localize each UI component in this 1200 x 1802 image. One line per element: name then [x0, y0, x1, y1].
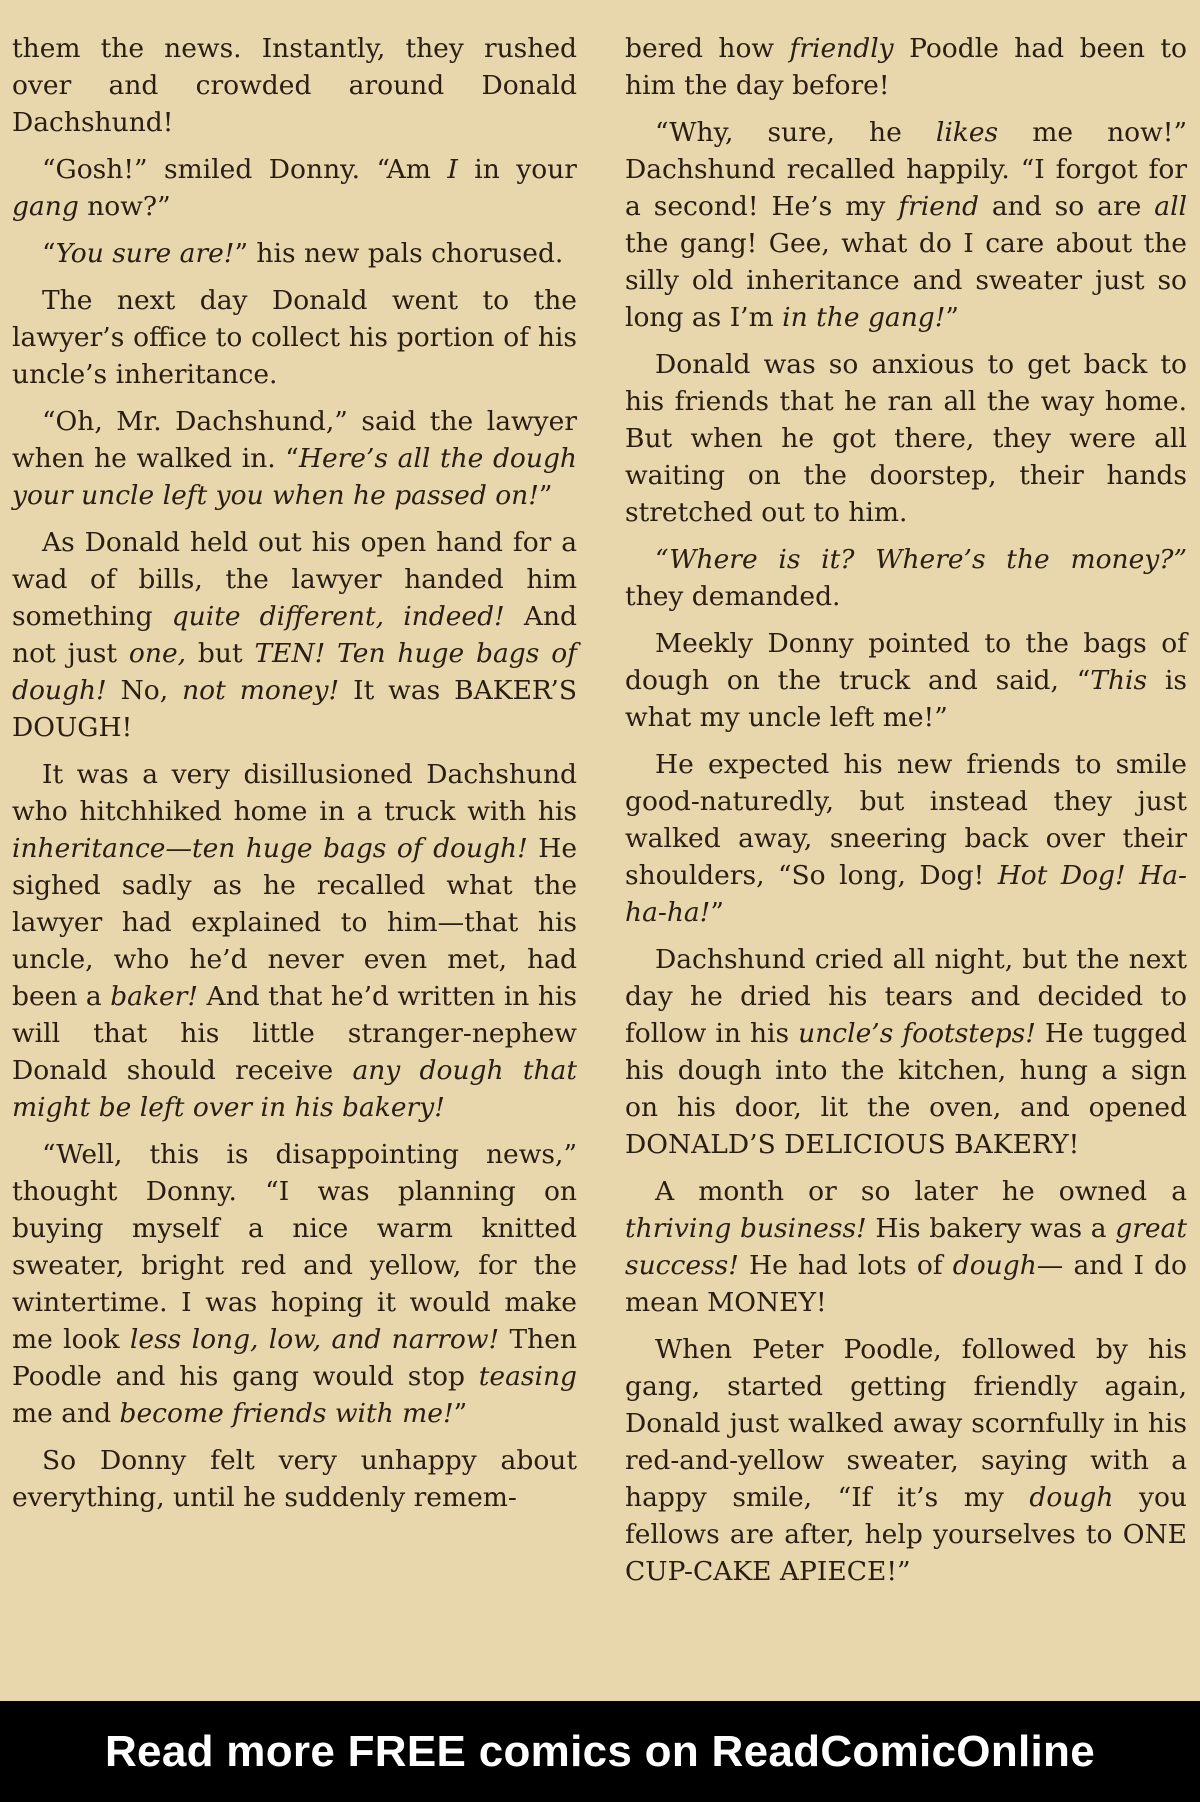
emphasis-text: This: [1090, 665, 1148, 696]
footer-banner[interactable]: [0, 1701, 1200, 1802]
emphasis-text: quite different, indeed!: [171, 601, 505, 632]
paragraph: “Oh, Mr. Dachshund,” said the lawyer when he walked in. “Here’s all the dough your uncle left you when he passed on!”: [12, 406, 577, 511]
paragraph: So Donny felt very unhappy about everything, until he suddenly remem-: [12, 1445, 577, 1513]
emphasis-text: great success!: [625, 1213, 1187, 1281]
emphasis-text: dough: [952, 1250, 1037, 1281]
paragraph: He expected his new friends to smile good-naturedly, but instead they just walked away, sneering back over their shoulders, “So long, Dog! Hot Dog! Ha-ha-ha!”: [625, 749, 1187, 928]
paragraph: bered how friendly Poodle had been to him the day before!: [625, 33, 1187, 101]
emphasis-text: baker!: [110, 981, 199, 1012]
paragraph: “Gosh!” smiled Donny. “Am I in your gang now?”: [12, 154, 577, 222]
paragraph: “Where is it? Where’s the money?” they demanded.: [625, 544, 1187, 612]
emphasis-text: I: [447, 154, 458, 185]
footer-banner-text[interactable]: Read more FREE comics on ReadComicOnline: [104, 1726, 1095, 1776]
emphasis-text: TEN! Ten huge bags of dough!: [12, 638, 577, 706]
emphasis-text: “Where is it? Where’s the money?”: [655, 544, 1187, 575]
emphasis-text: all: [1154, 191, 1188, 222]
emphasis-text: gang: [12, 191, 79, 222]
paragraph: “You sure are!” his new pals chorused.: [42, 238, 564, 269]
emphasis-text: dough: [1029, 1482, 1114, 1513]
paragraph: Meekly Donny pointed to the bags of dough on the truck and said, “This is what my uncle left me!”: [625, 628, 1188, 733]
emphasis-text: become friends with me!: [119, 1398, 454, 1429]
emphasis-text: one,: [128, 638, 187, 669]
right-text-column: [625, 30, 1187, 1600]
emphasis-text: friendly: [789, 33, 894, 64]
paragraph: A month or so later he owned a thriving business! His bakery was a great success! He had lots of dough— and I do mean MONEY!: [625, 1176, 1187, 1318]
paragraph: “Well, this is disappointing news,” thought Donny. “I was planning on buying myself a nice warm knitted sweater, bright red and yellow, for the wintertime. I was hoping it would make me look less long, low, and narrow! Then Poodle and his gang would stop teasing me and become friends with me!”: [12, 1139, 577, 1429]
emphasis-text: likes: [935, 117, 999, 148]
emphasis-text: inheritance—ten huge bags of dough!: [12, 833, 528, 864]
emphasis-text: uncle’s footsteps!: [798, 1018, 1036, 1049]
emphasis-text: in the gang!: [782, 302, 946, 333]
left-text-column: [12, 30, 577, 1526]
paragraph: “Why, sure, he likes me now!” Dachshund recalled happily. “I forgot for a second! He’s my friend and so are all the gang! Gee, what do I care about the silly old inheritance and sweater just so long as I’m in the gang!”: [625, 117, 1188, 333]
emphasis-text: less long, low, and narrow!: [129, 1324, 500, 1355]
emphasis-text: You sure are!: [55, 238, 235, 269]
paragraph: It was a very disillusioned Dachshund who hitchhiked home in a truck with his inheritance—ten huge bags of dough! He sighed sadly as he recalled what the lawyer had explained to him—that his uncle, who he’d never even met, had been a baker! And that he’d written in his will that his little stranger-nephew Donald should receive any dough that might be left over in his bakery!: [12, 759, 578, 1123]
paragraph: Dachshund cried all night, but the next day he dried his tears and decided to follow in his uncle’s footsteps! He tugged his dough into the kitchen, hung a sign on his door, lit the oven, and opened DONALD’S DELICIOUS BAKERY!: [625, 944, 1187, 1160]
paragraph: As Donald held out his open hand for a wad of bills, the lawyer handed him something quite different, indeed! And not just one, but TEN! Ten huge bags of dough! No, not money! It was BAKER’S DOUGH!: [12, 527, 578, 743]
emphasis-text: friend: [898, 191, 979, 222]
paragraph: them the news. Instantly, they rushed over and crowded around Donald Dachshund!: [12, 33, 577, 138]
emphasis-text: any dough that might be left over in his bakery!: [12, 1055, 577, 1123]
paragraph: Donald was so anxious to get back to his friends that he ran all the way home. But when he got there, they were all waiting on the doorstep, their hands stretched out to him.: [625, 349, 1187, 528]
emphasis-text: Hot Dog! Ha-ha-ha!: [625, 860, 1187, 928]
emphasis-text: teasing: [478, 1361, 577, 1392]
emphasis-text: thriving business!: [625, 1213, 867, 1244]
paragraph: When Peter Poodle, followed by his gang, started getting friendly again, Donald just walked away scornfully in his red-and-yellow sweater, saying with a happy smile, “If it’s my dough you fellows are after, help yourselves to ONE CUP-CAKE APIECE!”: [625, 1334, 1187, 1587]
emphasis-text: Here’s all the dough your uncle left you when he passed on!: [12, 443, 577, 511]
paragraph: The next day Donald went to the lawyer’s office to collect his portion of his uncle’s inheritance.: [12, 285, 577, 390]
emphasis-text: not money!: [182, 675, 340, 706]
